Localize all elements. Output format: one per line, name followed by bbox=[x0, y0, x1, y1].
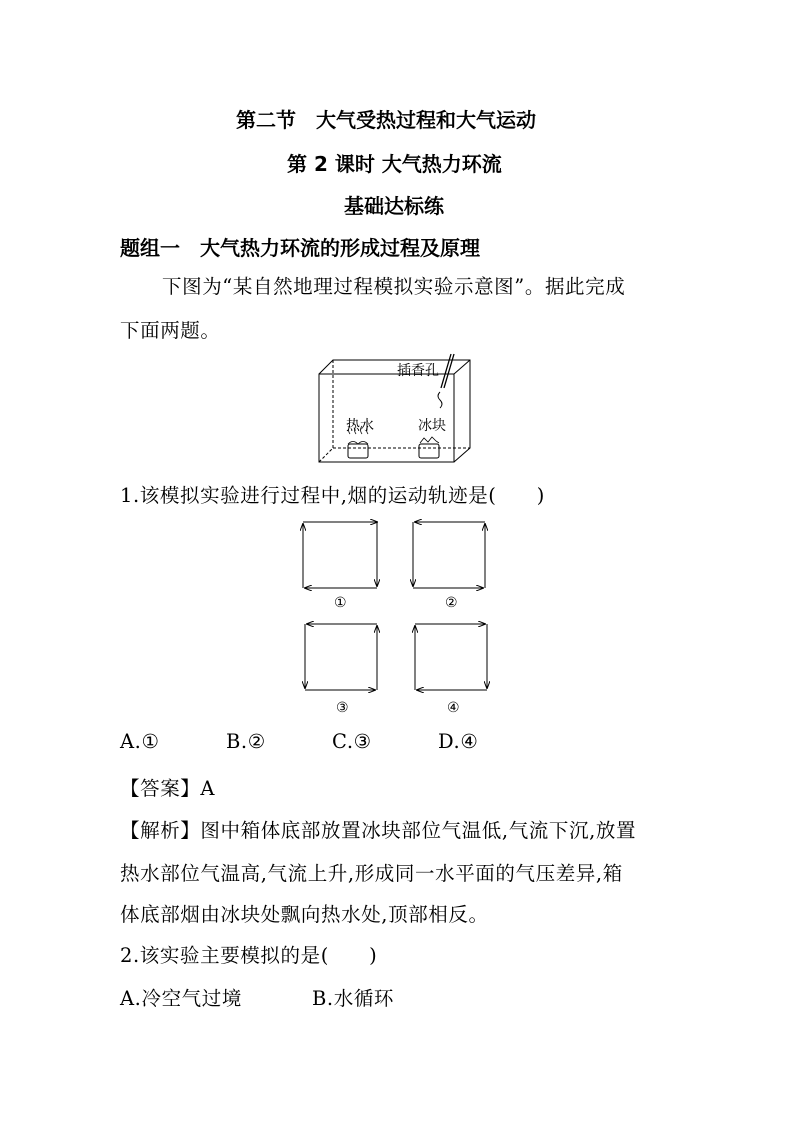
diagram-label-1: ① bbox=[334, 595, 347, 611]
q1-analysis-line-3: 体底部烟由冰块处飘向热水处,顶部相反。 bbox=[120, 903, 489, 926]
experiment-figure bbox=[315, 350, 475, 470]
diagram-label-2: ② bbox=[445, 595, 458, 611]
hot-water-label: 热水 bbox=[346, 418, 374, 434]
q2-stem: 2.该实验主要模拟的是( ) bbox=[120, 944, 378, 967]
incense-hole-label: 插香孔 bbox=[397, 363, 439, 379]
intro-line-1: 下图为“某自然地理过程模拟实验示意图”。据此完成 bbox=[162, 275, 626, 298]
circulation-diagram-1 bbox=[303, 522, 377, 588]
practice-title: 基础达标练 bbox=[344, 194, 444, 218]
circulation-diagram-4 bbox=[415, 624, 487, 690]
circulation-diagram-3 bbox=[305, 624, 377, 690]
q1-analysis-line-1: 【解析】图中箱体底部放置冰块部位气温低,气流下沉,放置 bbox=[120, 819, 637, 842]
q1-option-b: B.② bbox=[226, 730, 266, 753]
section-title: 第二节 大气受热过程和大气运动 bbox=[236, 108, 536, 132]
ice-label: 冰块 bbox=[418, 418, 446, 434]
circulation-diagram-2 bbox=[413, 522, 485, 588]
q2-option-b: B.水循环 bbox=[312, 987, 395, 1010]
group-title: 题组一 大气热力环流的形成过程及原理 bbox=[120, 236, 480, 260]
q2-option-a: A.冷空气过境 bbox=[120, 987, 242, 1010]
q1-stem: 1.该模拟实验进行过程中,烟的运动轨迹是( ) bbox=[120, 484, 545, 507]
q1-analysis-line-2: 热水部位气温高,气流上升,形成同一水平面的气压差异,箱 bbox=[120, 862, 623, 885]
circulation-options-diagram bbox=[295, 512, 495, 727]
q1-option-a: A.① bbox=[120, 730, 160, 753]
q1-answer: 【答案】A bbox=[120, 777, 216, 800]
q1-option-c: C.③ bbox=[332, 730, 372, 753]
intro-line-2: 下面两题。 bbox=[120, 319, 221, 342]
diagram-label-4: ④ bbox=[447, 700, 460, 716]
diagram-label-3: ③ bbox=[336, 700, 349, 716]
lesson-title: 第 2 课时 大气热力环流 bbox=[287, 152, 502, 176]
q1-option-d: D.④ bbox=[438, 730, 479, 753]
